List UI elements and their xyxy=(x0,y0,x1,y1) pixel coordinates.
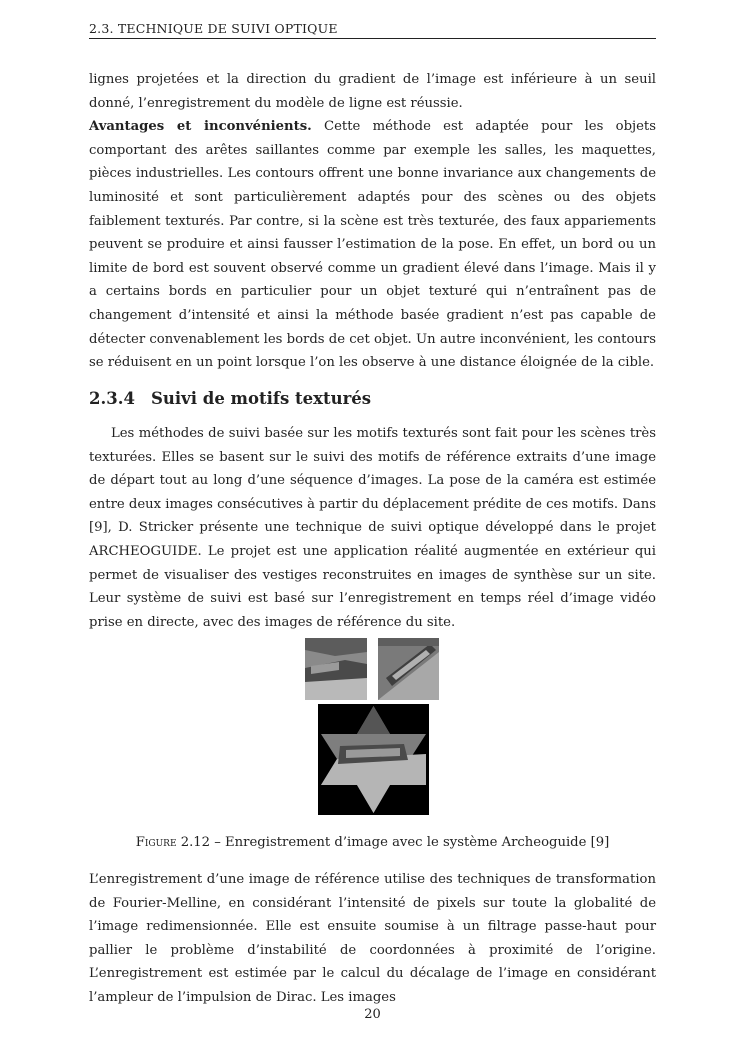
figure-label: Figure 2.12 xyxy=(135,835,211,850)
text-block-top xyxy=(89,68,656,375)
page-number: 20 xyxy=(364,1007,381,1022)
paragraph-1: lignes projetées et la direction du gradient de l’image est inférieure à un seuil donné, l’enregistrement du modèle de ligne est réussie. xyxy=(89,72,656,111)
text-block-bottom xyxy=(89,868,656,1010)
section-heading xyxy=(89,389,371,408)
paragraph-3: Les méthodes de suivi basée sur les motifs texturés sont fait pour les scènes très texturées. Elles se basent sur le suivi des motifs de référence extraits d’une image de départ tout au long d’une séquence d’images. La pose de la caméra est estimée entre deux images consécutives à partir du déplacement prédite de ces motifs. Dans [9], D. Stricker présente une technique de suivi optique développé dans le projet ARCHEOGUIDE. Le projet est une application réalité augmentée en extérieur qui permet de visualiser des vestiges reconstruites en images de synthèse sur un site. Leur système de suivi est basé sur l’enregistrement en temps réel d’image vidéo prise en directe, avec des images de référence du site. xyxy=(89,426,656,630)
reference-image-left xyxy=(305,638,367,700)
section-number: 2.3.4 xyxy=(89,389,135,408)
paragraph-2-text: Cette méthode est adaptée pour les objets comportant des arêtes saillantes comme par exemple les salles, les maquettes, pièces industrielles. Les contours offrent une bonne invariance aux changements de luminosité et sont particulièrement adaptés pour des scènes ou des objets faiblement texturés. Par contre, si la scène est très texturée, des faux appariements peuvent se produire et ainsi fausser l’estimation de la pose. En effet, un bord ou un limite de bord est souvent observé comme un gradient élevé dans l’image. Mais il y a certains bords en particulier pour un objet texturé qui n’entraînent pas de changement d’intensité et ainsi la méthode basée gradient n’est pas capable de détecter convenablement les bords de cet objet. Un autre inconvénient, les contours se réduisent en un point lorsque l’on les observe à une distance éloignée de la cible. xyxy=(89,119,656,371)
section-title: Suivi de motifs texturés xyxy=(151,389,372,408)
paragraph-4: L’enregistrement d’une image de référence utilise des techniques de transformation de Fourier-Melline, en considérant l’intensité de pixels sur toute la globalité de l’image redimensionnée. Elle est ensuite soumise à un filtrage passe-haut pour pallier le problème d’instabilité de coordonnées à proximité de l’origine. L’enregistrement est estimée par le calcul du décalage de l’image en considérant l’ampleur de l’impulsion de Dirac. Les images xyxy=(89,872,656,1005)
reference-image-right xyxy=(378,638,439,700)
figure-caption xyxy=(89,835,656,850)
text-block-middle xyxy=(89,422,656,634)
running-header: 2.3. TECHNIQUE DE SUIVI OPTIQUE xyxy=(89,21,656,39)
paragraph-2 xyxy=(89,115,656,375)
paragraph-lead: Avantages et inconvénients. xyxy=(89,119,312,135)
figure-caption-text: – Enregistrement d’image avec le système Archeoguide [9] xyxy=(210,835,610,850)
registered-image xyxy=(318,704,429,815)
